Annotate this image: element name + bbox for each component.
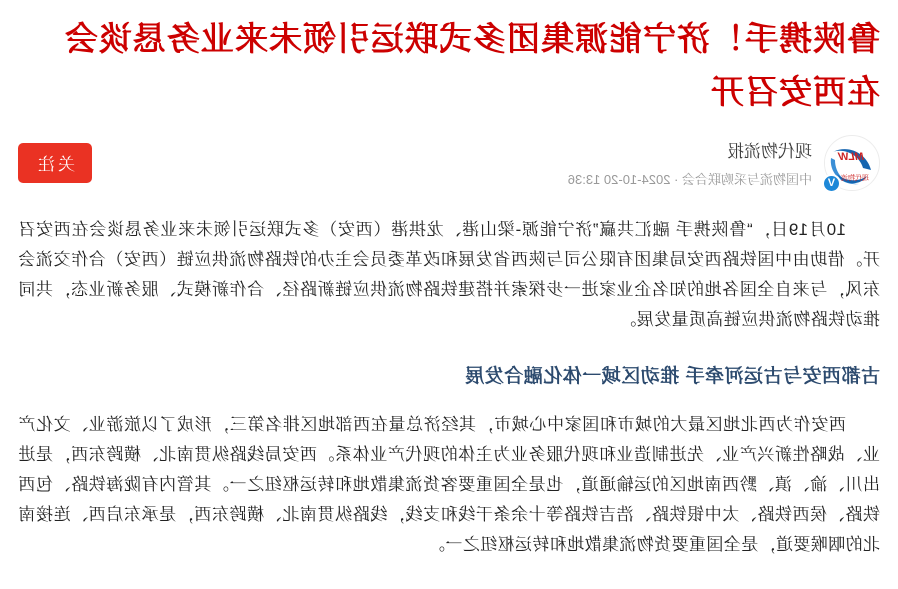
follow-button[interactable]: 关注 <box>18 143 92 183</box>
section-subheading: 古都西安与古运河牵手 推动区域一体化融合发展 <box>464 365 880 387</box>
article-title-line1: 鲁陕携手！济宁能源集团多式联运引领未来业务恳谈会 <box>64 20 880 57</box>
verified-badge-icon: V <box>822 174 841 193</box>
mlw-logo-subtext: 现代物流 <box>841 174 869 182</box>
article-title <box>18 12 880 119</box>
paragraph-1: 10月19日，“鲁陕携手 融汇共赢”济宁能源-梁山港、龙拱港（西安）多式联运引领未来业务恳谈会在西安召开。借助由中国铁路西安局集团有限公司与陕西省发展和改革委员会主办的铁路物流供应链（西安）合作交流会东风，与来自全国各地的知名企业家进一步探索并搭建铁路物流供应链新路径、合作新模式、服务新业态，共同推动铁路物流供应链高质量发展。 <box>18 219 880 329</box>
article-title-line2: 在西安召开 <box>710 73 880 111</box>
publisher-row <box>18 135 880 191</box>
publisher-avatar[interactable] <box>824 135 880 191</box>
publisher-info <box>92 137 812 188</box>
mlw-logo-text: MLW <box>838 150 864 163</box>
paragraph-2: 西安作为西北地区最大的城市和国家中心城市，其经济总量在西部地区排名第三，形成了以旅游业、文化产业、战略性新兴产业、先进制造业和现代服务业为主体的现代产业体系。西安局线路纵贯南北、横跨东西，是进出川、渝、滇、黔西南地区的运输通道，也是全国重要客货流集散地和转运枢纽之一。其管内有陇海铁路、包西铁路、侯西铁路、太中银铁路、浩吉铁路等十余条干线和支线，线路纵贯南北、横跨东西，是承东启西、连接南北的咽喉要道，是全国重要货物流集散地和转运枢纽之一。 <box>18 414 880 554</box>
publisher-meta: 中国物流与采购联合会 · 2024-10-20 13:36 <box>567 172 812 188</box>
publisher-name[interactable]: 现代物流报 <box>727 142 812 162</box>
